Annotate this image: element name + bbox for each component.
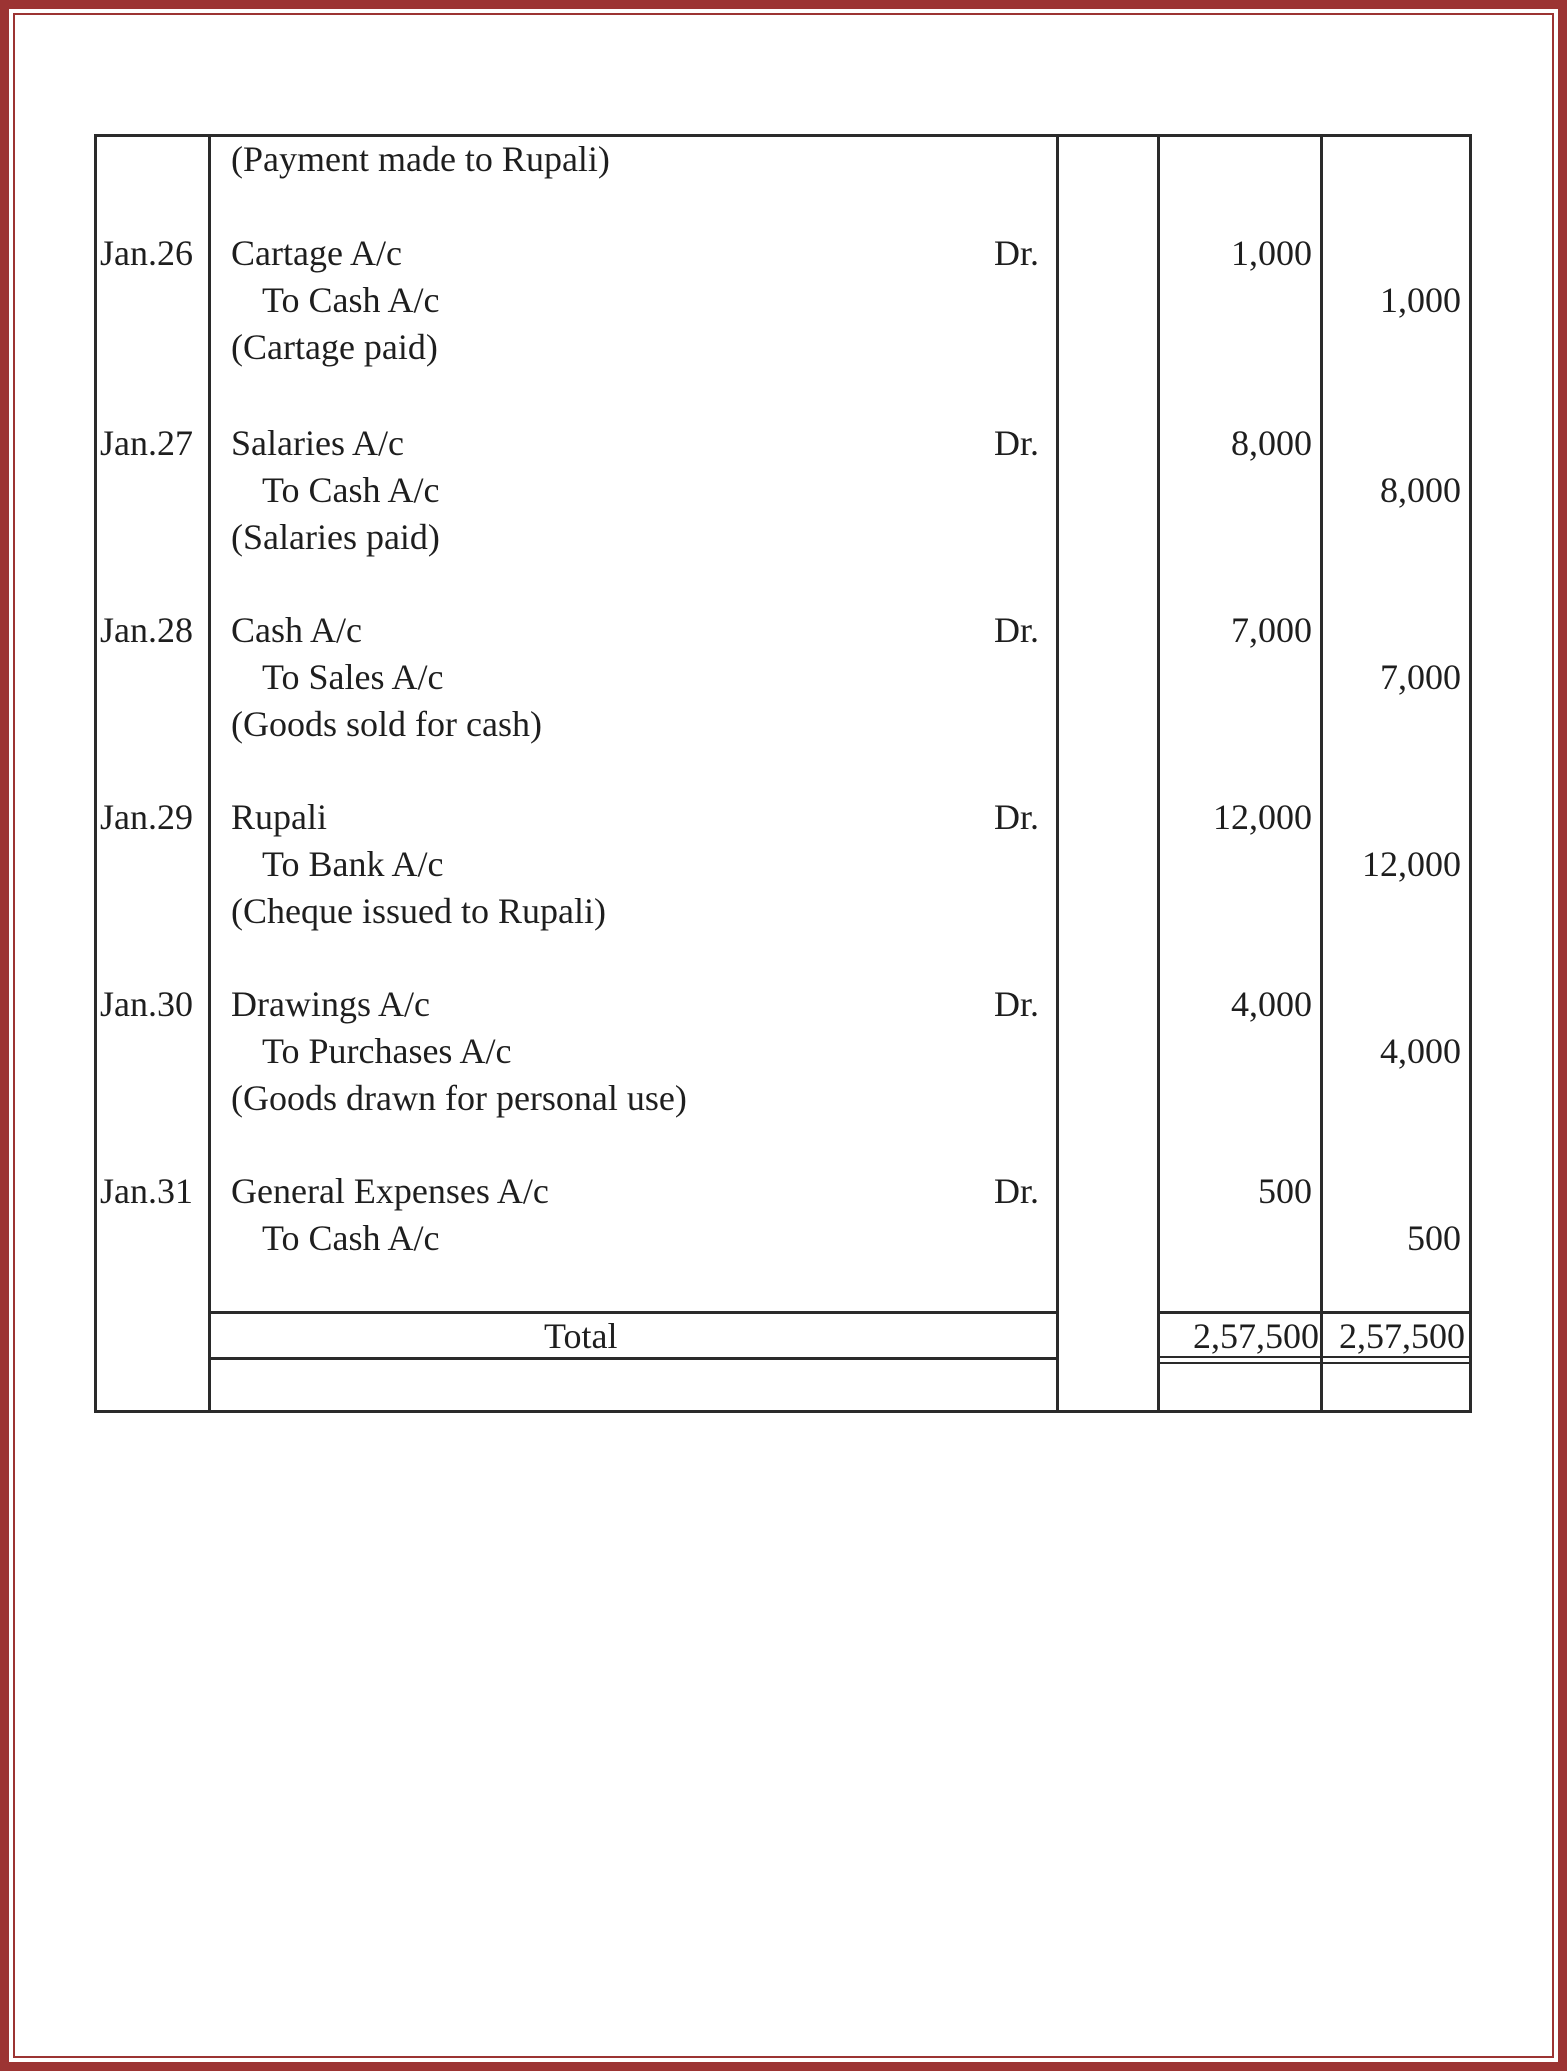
table-border-left (94, 134, 97, 1413)
entry-debit-account: Drawings A/c (231, 984, 430, 1024)
entry-debit-account: General Expenses A/c (231, 1171, 549, 1211)
entry-credit-account: To Cash A/c (262, 280, 440, 320)
table-border-right (1469, 134, 1472, 1413)
entry-dr-label: Dr. (994, 1171, 1039, 1211)
total-rule-top-particulars (208, 1311, 1059, 1314)
total-rule-top-amounts (1157, 1311, 1472, 1314)
entry-dr-label: Dr. (994, 233, 1039, 273)
lf-column-rule (1157, 134, 1160, 1413)
entry-debit-account: Cartage A/c (231, 233, 402, 273)
entry-debit-amount: 4,000 (1231, 984, 1312, 1024)
entry-dr-label: Dr. (994, 984, 1039, 1024)
entry-dr-label: Dr. (994, 610, 1039, 650)
entry-debit-amount: 7,000 (1231, 610, 1312, 650)
entry-debit-account: Cash A/c (231, 610, 362, 650)
entry-narration: (Goods drawn for personal use) (231, 1078, 687, 1118)
total-double-rule-2 (1157, 1362, 1472, 1364)
table-border-bottom (94, 1410, 1472, 1413)
entry-date: Jan.27 (100, 423, 193, 463)
entry-narration: (Cartage paid) (231, 327, 438, 367)
entry-debit-amount: 8,000 (1231, 423, 1312, 463)
entry-credit-amount: 12,000 (1362, 844, 1461, 884)
total-label: Total (544, 1316, 618, 1356)
debit-column-rule (1320, 134, 1323, 1413)
entry-credit-amount: 8,000 (1380, 470, 1461, 510)
entry-credit-account: To Purchases A/c (262, 1031, 512, 1071)
entry-credit-amount: 4,000 (1380, 1031, 1461, 1071)
entry-credit-account: To Sales A/c (262, 657, 444, 697)
entry-debit-amount: 1,000 (1231, 233, 1312, 273)
total-double-rule-1 (1157, 1356, 1472, 1358)
table-border-top (94, 134, 1472, 137)
entry-narration: (Goods sold for cash) (231, 704, 542, 744)
total-debit: 2,57,500 (1193, 1316, 1319, 1356)
entry-credit-amount: 7,000 (1380, 657, 1461, 697)
entry-credit-account: To Cash A/c (262, 470, 440, 510)
entry-narration: (Cheque issued to Rupali) (231, 891, 606, 931)
entry-dr-label: Dr. (994, 423, 1039, 463)
entry-debit-amount: 12,000 (1213, 797, 1312, 837)
entry-date: Jan.29 (100, 797, 193, 837)
entry-date: Jan.31 (100, 1171, 193, 1211)
entry-credit-amount: 500 (1407, 1218, 1461, 1258)
entry-debit-account: Salaries A/c (231, 423, 404, 463)
entry-date: Jan.28 (100, 610, 193, 650)
entry-dr-label: Dr. (994, 797, 1039, 837)
entry-date: Jan.26 (100, 233, 193, 273)
entry-narration: (Salaries paid) (231, 517, 440, 557)
entry-debit-amount: 500 (1258, 1171, 1312, 1211)
particulars-column-rule (1056, 134, 1059, 1413)
entry-credit-account: To Bank A/c (262, 844, 444, 884)
date-column-rule (208, 134, 211, 1413)
entry-debit-account: Rupali (231, 797, 327, 837)
entry-credit-account: To Cash A/c (262, 1218, 440, 1258)
total-credit: 2,57,500 (1339, 1316, 1465, 1356)
total-rule-bottom-particulars (208, 1357, 1059, 1360)
journal-table (94, 134, 1472, 1413)
entry-date: Jan.30 (100, 984, 193, 1024)
entry-credit-amount: 1,000 (1380, 280, 1461, 320)
carried-narration: (Payment made to Rupali) (231, 139, 610, 179)
